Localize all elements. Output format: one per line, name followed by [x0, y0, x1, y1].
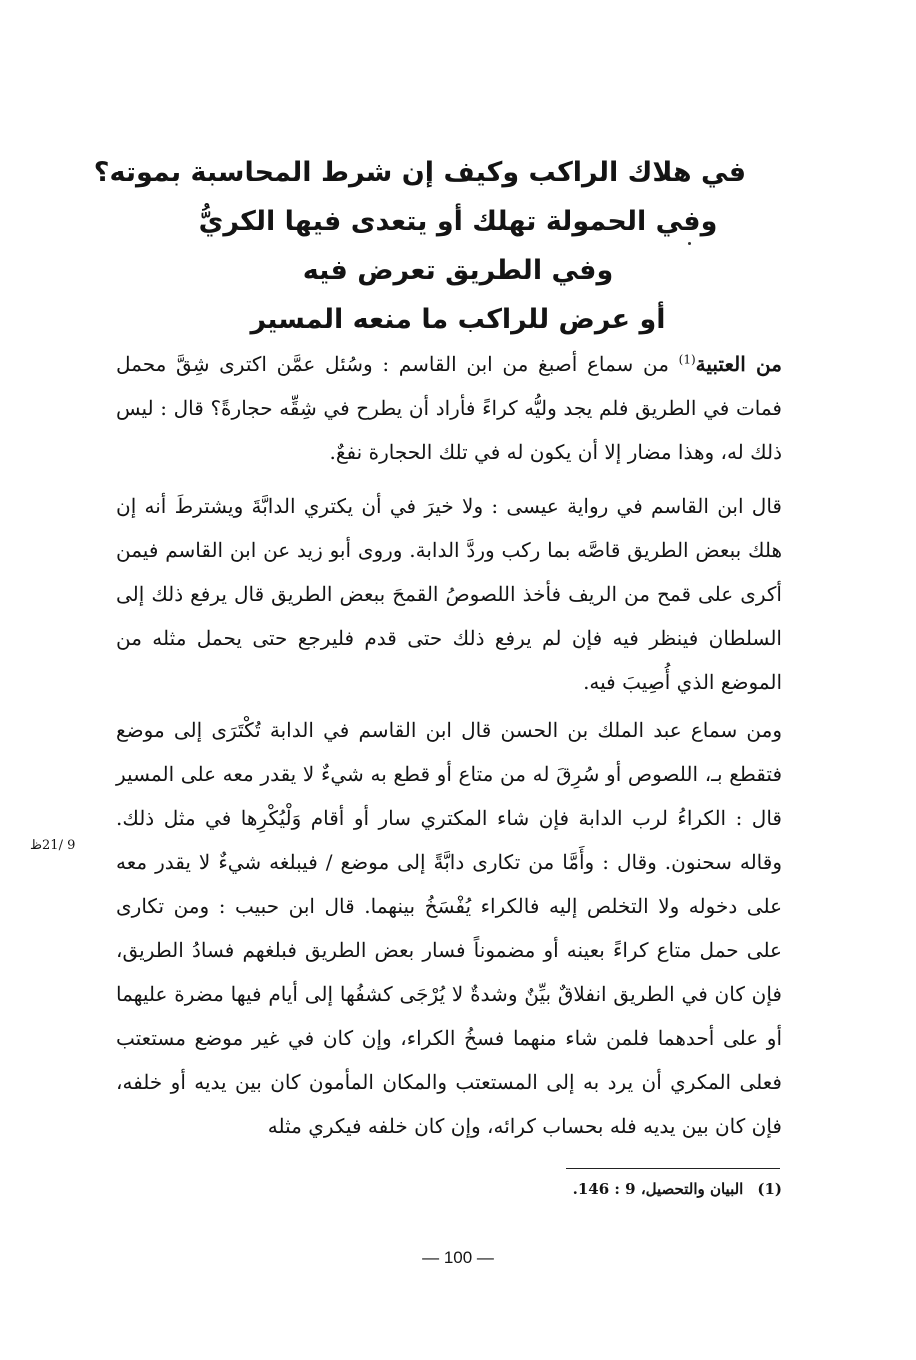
- title-line-4: أو عرض للراكب ما منعه المسير: [250, 304, 666, 335]
- paragraph-2: [116, 484, 782, 704]
- paragraph-text: ومن سماع عبد الملك بن الحسن قال ابن القاسم في الدابة تُكْتَرَى إلى موضع فتقطع بـ، اللصوص أو سُرِقَ له من متاع أو قطع به شيءٌ لا يقدر معه على المسير قال : الكراءُ لرب الدابة فإن شاء المكتري سار أو أقام وَلْيُكْرِها في مثل ذلك. وقاله سحنون. وقال : وأَمَّا من تكارى دابَّةً إلى موضع / فيبلغه شيءٌ لا يقدر معه على دخوله ولا التخلص إليه فالكراء يُفْسَخُ بينهما. قال ابن حبيب : ومن تكارى على حمل متاع كراءً بعينه أو مضموناً فسار بعض الطريق فبلغهم فسادُ الطريق، فإن كان في الطريق انفلاقٌ بيِّنٌ وشدةٌ لا يُرْجَى كشفُها إلى أيام فيها مضرة عليهما أو على أحدهما فلمن شاء منهما فسخُ الكراء، وإن كان في غير موضع مستعتب فعلى المكري أن يرد به إلى المستعتب والمكان المأمون كان بين يديه أو خلفه، فإن كان بين يديه فله بحساب كرائه، وإن كان خلفه فيكري مثله: [116, 718, 782, 1138]
- footnote-divider: [566, 1168, 780, 1169]
- title-line-3: وفي الطريق تعرض فيه: [302, 255, 614, 286]
- footnote: [470, 1180, 782, 1198]
- paragraph-text: من سماع أصبغ من ابن القاسم : وسُئل عمَّن اكترى شِقَّ محمل فمات في الطريق فلم يجد وليُّه كراءً فأراد أن يطرح في شِقِّه حجارةً؟ قال : ليس ذلك له، وهذا مضار إلا أن يكون له في تلك الحجارة نفعٌ.: [116, 352, 782, 464]
- paragraph-1: [116, 342, 782, 474]
- manuscript-folio-note: 9 /21ظ: [30, 838, 76, 853]
- title-line-1: في هلاك الراكب وكيف إن شرط المحاسبة بموته؟: [93, 157, 746, 188]
- title-line-2: وفي الحمولة تهلك أو يتعدى فيها الكريُّ: [198, 206, 718, 237]
- footnote-marker: (1): [757, 1180, 782, 1198]
- footnote-reference: (1): [678, 352, 696, 367]
- paragraph-3: [116, 708, 782, 1148]
- scan-speck: [688, 242, 691, 245]
- source-lead: من العتبية: [695, 352, 782, 376]
- paragraph-text: قال ابن القاسم في رواية عيسى : ولا خيرَ في أن يكتري الدابَّةَ ويشترطَ أنه إن هلك ببعض الطريق قاصَّه بما ركب وردَّ الدابة. وروى أبو زيد عن ابن القاسم فيمن أكرى على قمح من الريف فأخذ اللصوصُ القمحَ ببعض الطريق قال يرفع ذلك إلى السلطان فينظر فيه فإن لم يرفع ذلك حتى قدم فليرجع حتى يحمل مثله من الموضع الذي أُصِيبَ فيه.: [116, 494, 782, 694]
- page-number: — 100 —: [422, 1248, 494, 1267]
- chapter-title: [93, 148, 746, 344]
- footnote-text: البيان والتحصيل، 9 : 146.: [572, 1180, 744, 1198]
